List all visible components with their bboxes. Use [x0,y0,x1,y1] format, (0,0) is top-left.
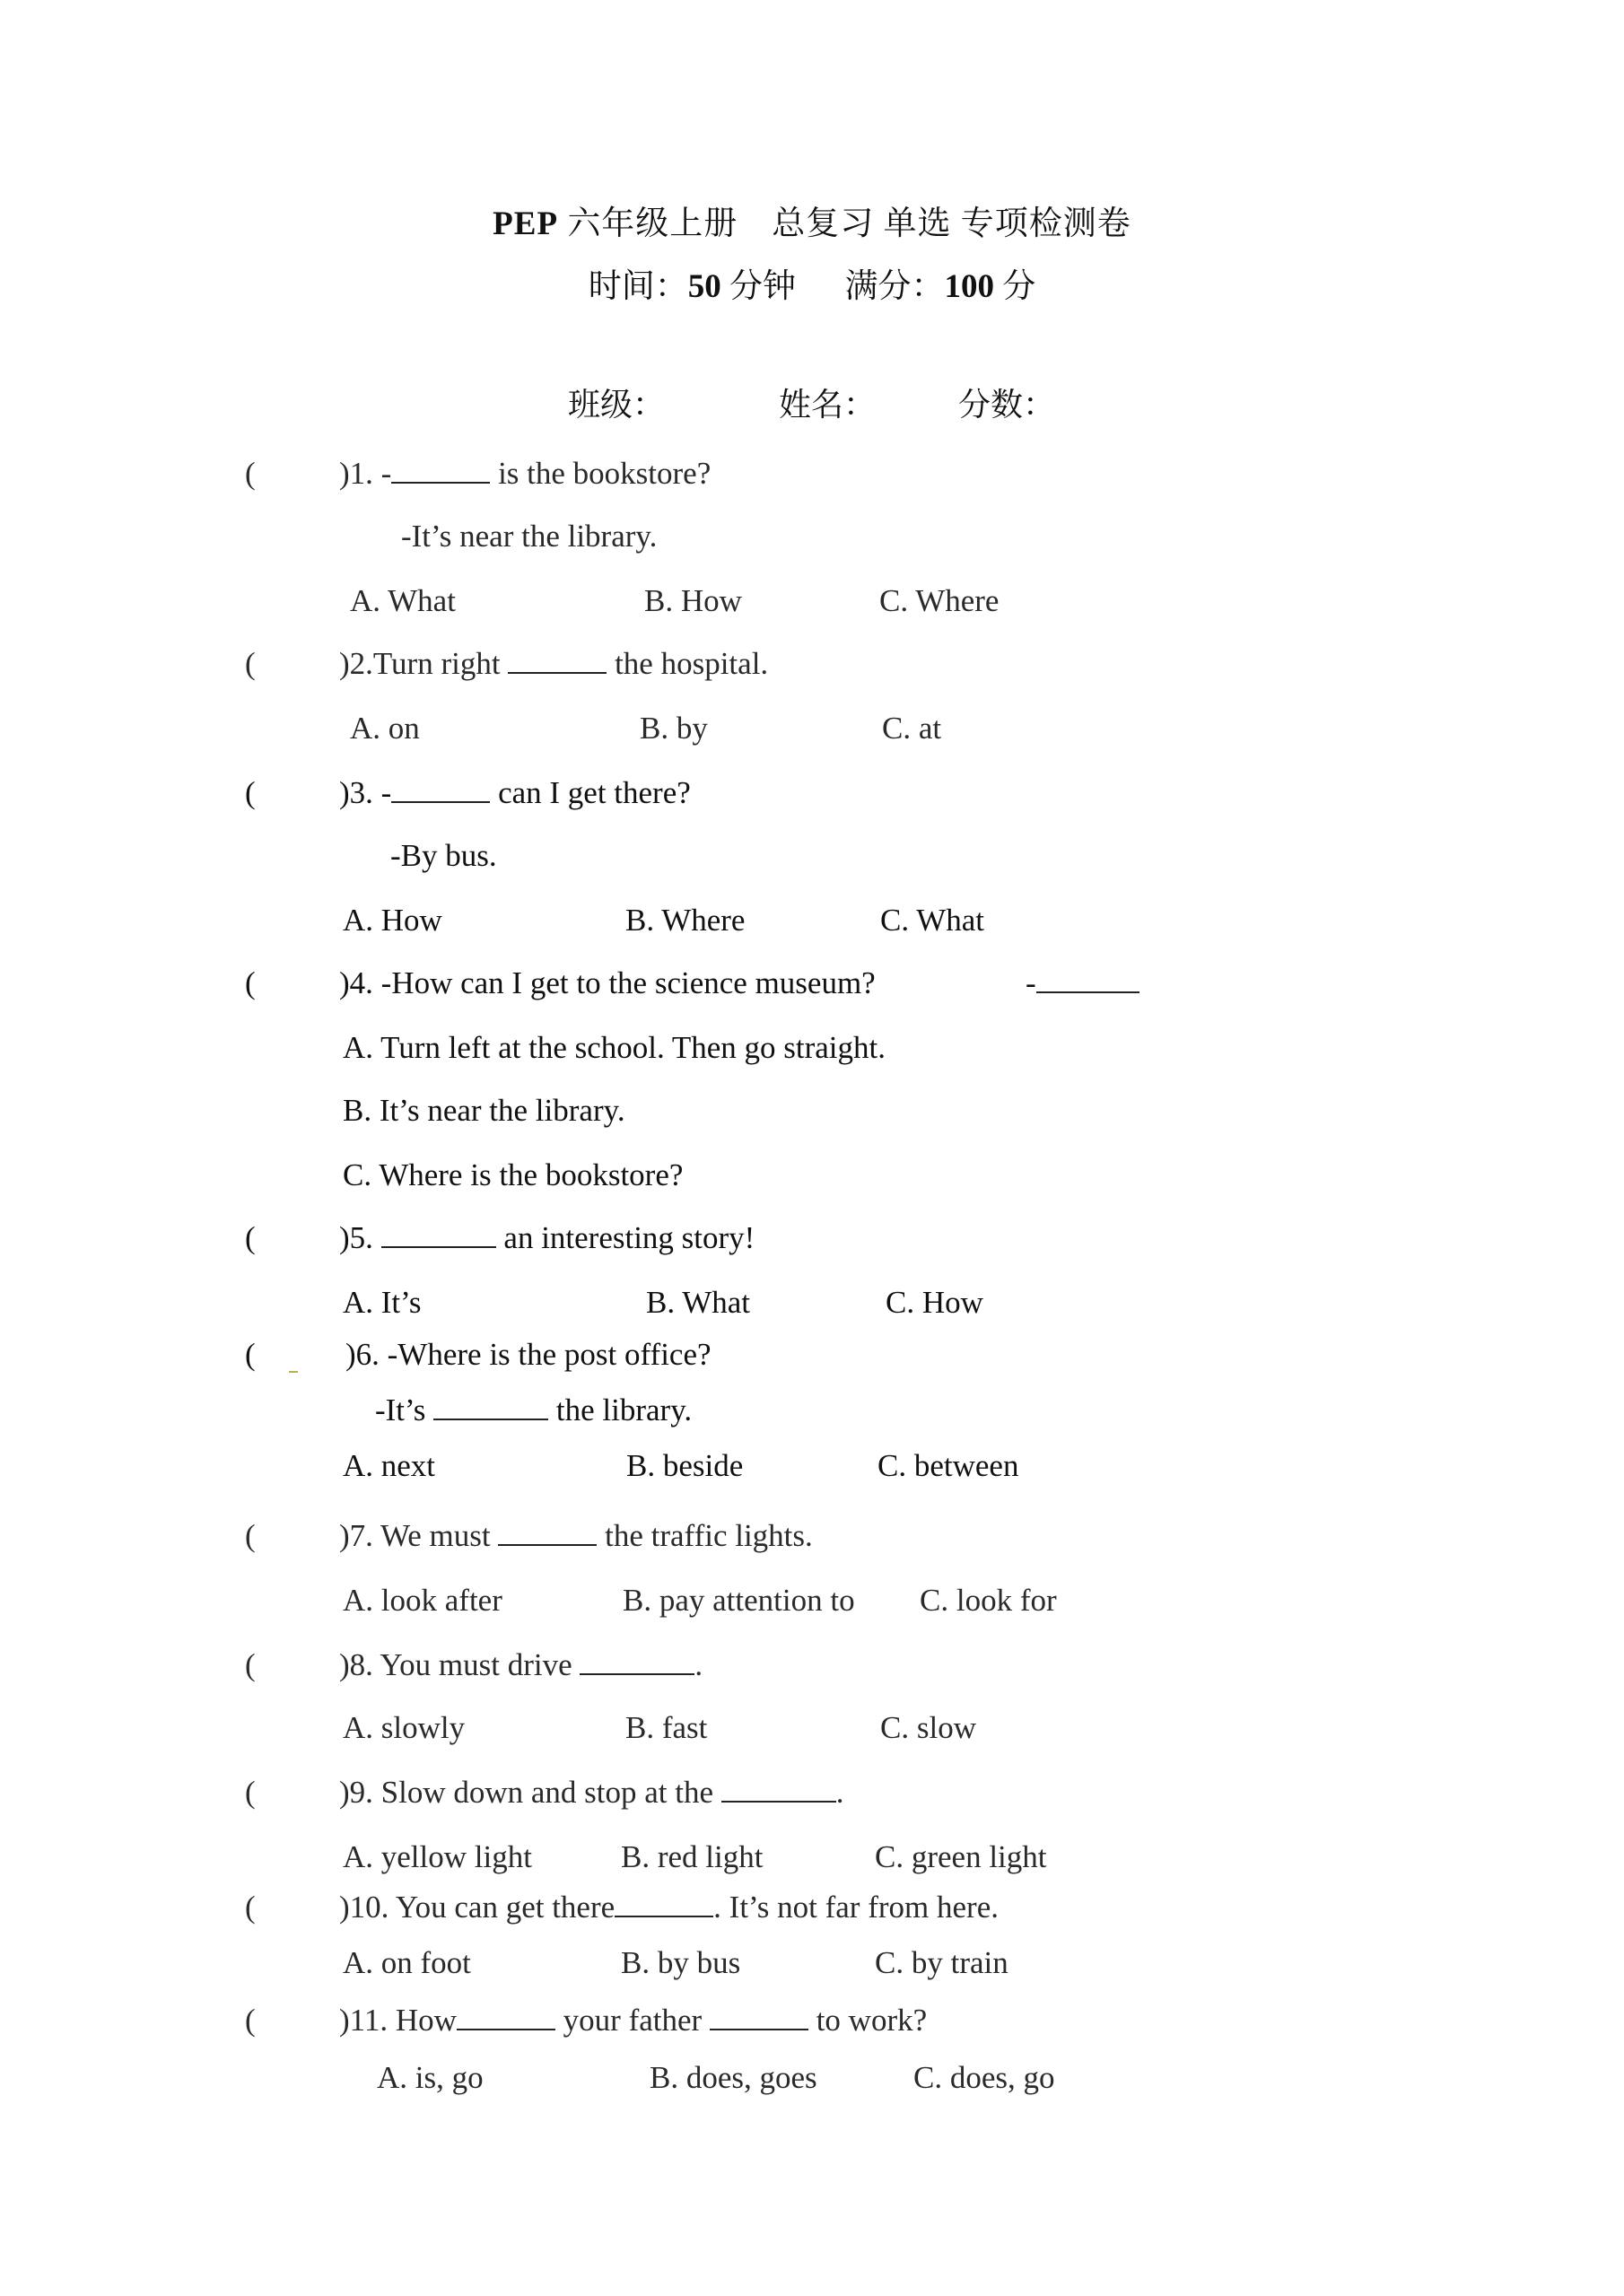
score-value: 100 [944,268,994,305]
q2-option-b[interactable]: B. by [640,711,708,746]
question-9: )9. Slow down and stop at the . [339,1775,844,1810]
q11-option-b[interactable]: B. does, goes [650,2060,817,2095]
time-value: 50 [687,268,721,305]
q4-option-a[interactable]: A. Turn left at the school. Then go straight. [343,1030,886,1065]
q6-option-b[interactable]: B. beside [626,1448,744,1483]
q2-option-a[interactable]: A. on [350,711,420,746]
q9-option-b[interactable]: B. red light [621,1839,764,1874]
answer-blank[interactable] [615,1915,713,1917]
question-3-reply: -By bus. [390,838,497,873]
q10-option-a[interactable]: A. on foot [343,1945,471,1980]
answer-paren-open: ( [245,1647,256,1682]
answer-blank[interactable] [721,1800,836,1803]
q4-option-b[interactable]: B. It’s near the library. [343,1093,625,1128]
q4-option-c[interactable]: C. Where is the bookstore? [343,1157,684,1192]
answer-paren-open: ( [245,1337,256,1372]
q11-option-c[interactable]: C. does, go [913,2060,1055,2095]
q5-option-b[interactable]: B. What [646,1285,751,1320]
answer-paren-open: ( [245,1518,256,1553]
title-prefix: PEP [493,205,559,242]
q6-option-a[interactable]: A. next [343,1448,436,1483]
question-1: )1. - is the bookstore? [339,456,712,491]
time-label: 时间： [588,268,688,305]
answer-paren-open: ( [245,1890,256,1925]
q3-option-b[interactable]: B. Where [625,903,746,938]
q1-option-c[interactable]: C. Where [879,583,1000,618]
question-3: )3. - can I get there? [339,775,691,810]
q5-option-c[interactable]: C. How [886,1285,983,1320]
stray-mark [289,1371,298,1373]
q1-option-a[interactable]: A. What [350,583,456,618]
answer-paren-open: ( [245,775,256,810]
answer-blank[interactable] [457,2028,555,2030]
q9-option-a[interactable]: A. yellow light [343,1839,532,1874]
answer-paren-open: ( [245,456,256,491]
answer-blank[interactable] [498,1543,597,1546]
question-1-reply: -It’s near the library. [401,519,658,554]
q10-option-c[interactable]: C. by train [875,1945,1008,1980]
q7-option-a[interactable]: A. look after [343,1583,502,1618]
page-title [0,196,1624,244]
question-6: )6. -Where is the post office? [345,1337,712,1372]
q10-option-b[interactable]: B. by bus [621,1945,741,1980]
answer-paren-open: ( [245,2003,256,2038]
question-6-reply: -It’s the library. [375,1392,693,1427]
q8-option-c[interactable]: C. slow [880,1710,976,1745]
q1-option-b[interactable]: B. How [644,583,742,618]
question-4-reply: - [1026,965,1139,1001]
q7-option-c[interactable]: C. look for [920,1583,1057,1618]
q3-option-a[interactable]: A. How [343,903,442,938]
title-main: 六年级上册 总复习 单选 专项检测卷 [567,205,1131,242]
answer-blank[interactable] [381,1245,496,1248]
class-field-label[interactable]: 班级： [568,387,666,423]
answer-blank[interactable] [391,481,490,484]
q2-option-c[interactable]: C. at [882,711,942,746]
q6-option-c[interactable]: C. between [877,1448,1019,1483]
score-label: 满分： [844,268,945,305]
time-unit: 分钟 [729,268,796,305]
question-5: )5. an interesting story! [339,1220,755,1255]
q3-option-c[interactable]: C. What [880,903,985,938]
score-unit: 分 [1002,268,1036,305]
answer-blank[interactable] [433,1418,548,1420]
q8-option-a[interactable]: A. slowly [343,1710,466,1745]
exam-meta [0,258,1624,307]
question-7: )7. We must the traffic lights. [339,1518,813,1553]
question-2: )2.Turn right the hospital. [339,646,769,681]
name-field-label[interactable]: 姓名： [779,387,877,423]
answer-blank[interactable] [508,671,607,674]
answer-blank[interactable] [391,800,490,803]
q11-option-a[interactable]: A. is, go [377,2060,484,2095]
q8-option-b[interactable]: B. fast [625,1710,708,1745]
q7-option-b[interactable]: B. pay attention to [623,1583,855,1618]
question-4: )4. -How can I get to the science museum? [339,965,876,1000]
answer-paren-open: ( [245,1775,256,1810]
q9-option-c[interactable]: C. green light [875,1839,1047,1874]
answer-paren-open: ( [245,965,256,1000]
answer-paren-open: ( [245,1220,256,1255]
question-11: )11. How your father to work? [339,2003,928,2038]
answer-blank[interactable] [710,2028,808,2030]
answer-blank[interactable] [1036,991,1139,993]
question-10: )10. You can get there . It’s not far from here. [339,1890,999,1925]
question-8: )8. You must drive . [339,1647,703,1682]
answer-paren-open: ( [245,646,256,681]
answer-blank[interactable] [580,1672,694,1675]
q5-option-a[interactable]: A. It’s [343,1285,422,1320]
score-field-label[interactable]: 分数： [958,387,1056,423]
